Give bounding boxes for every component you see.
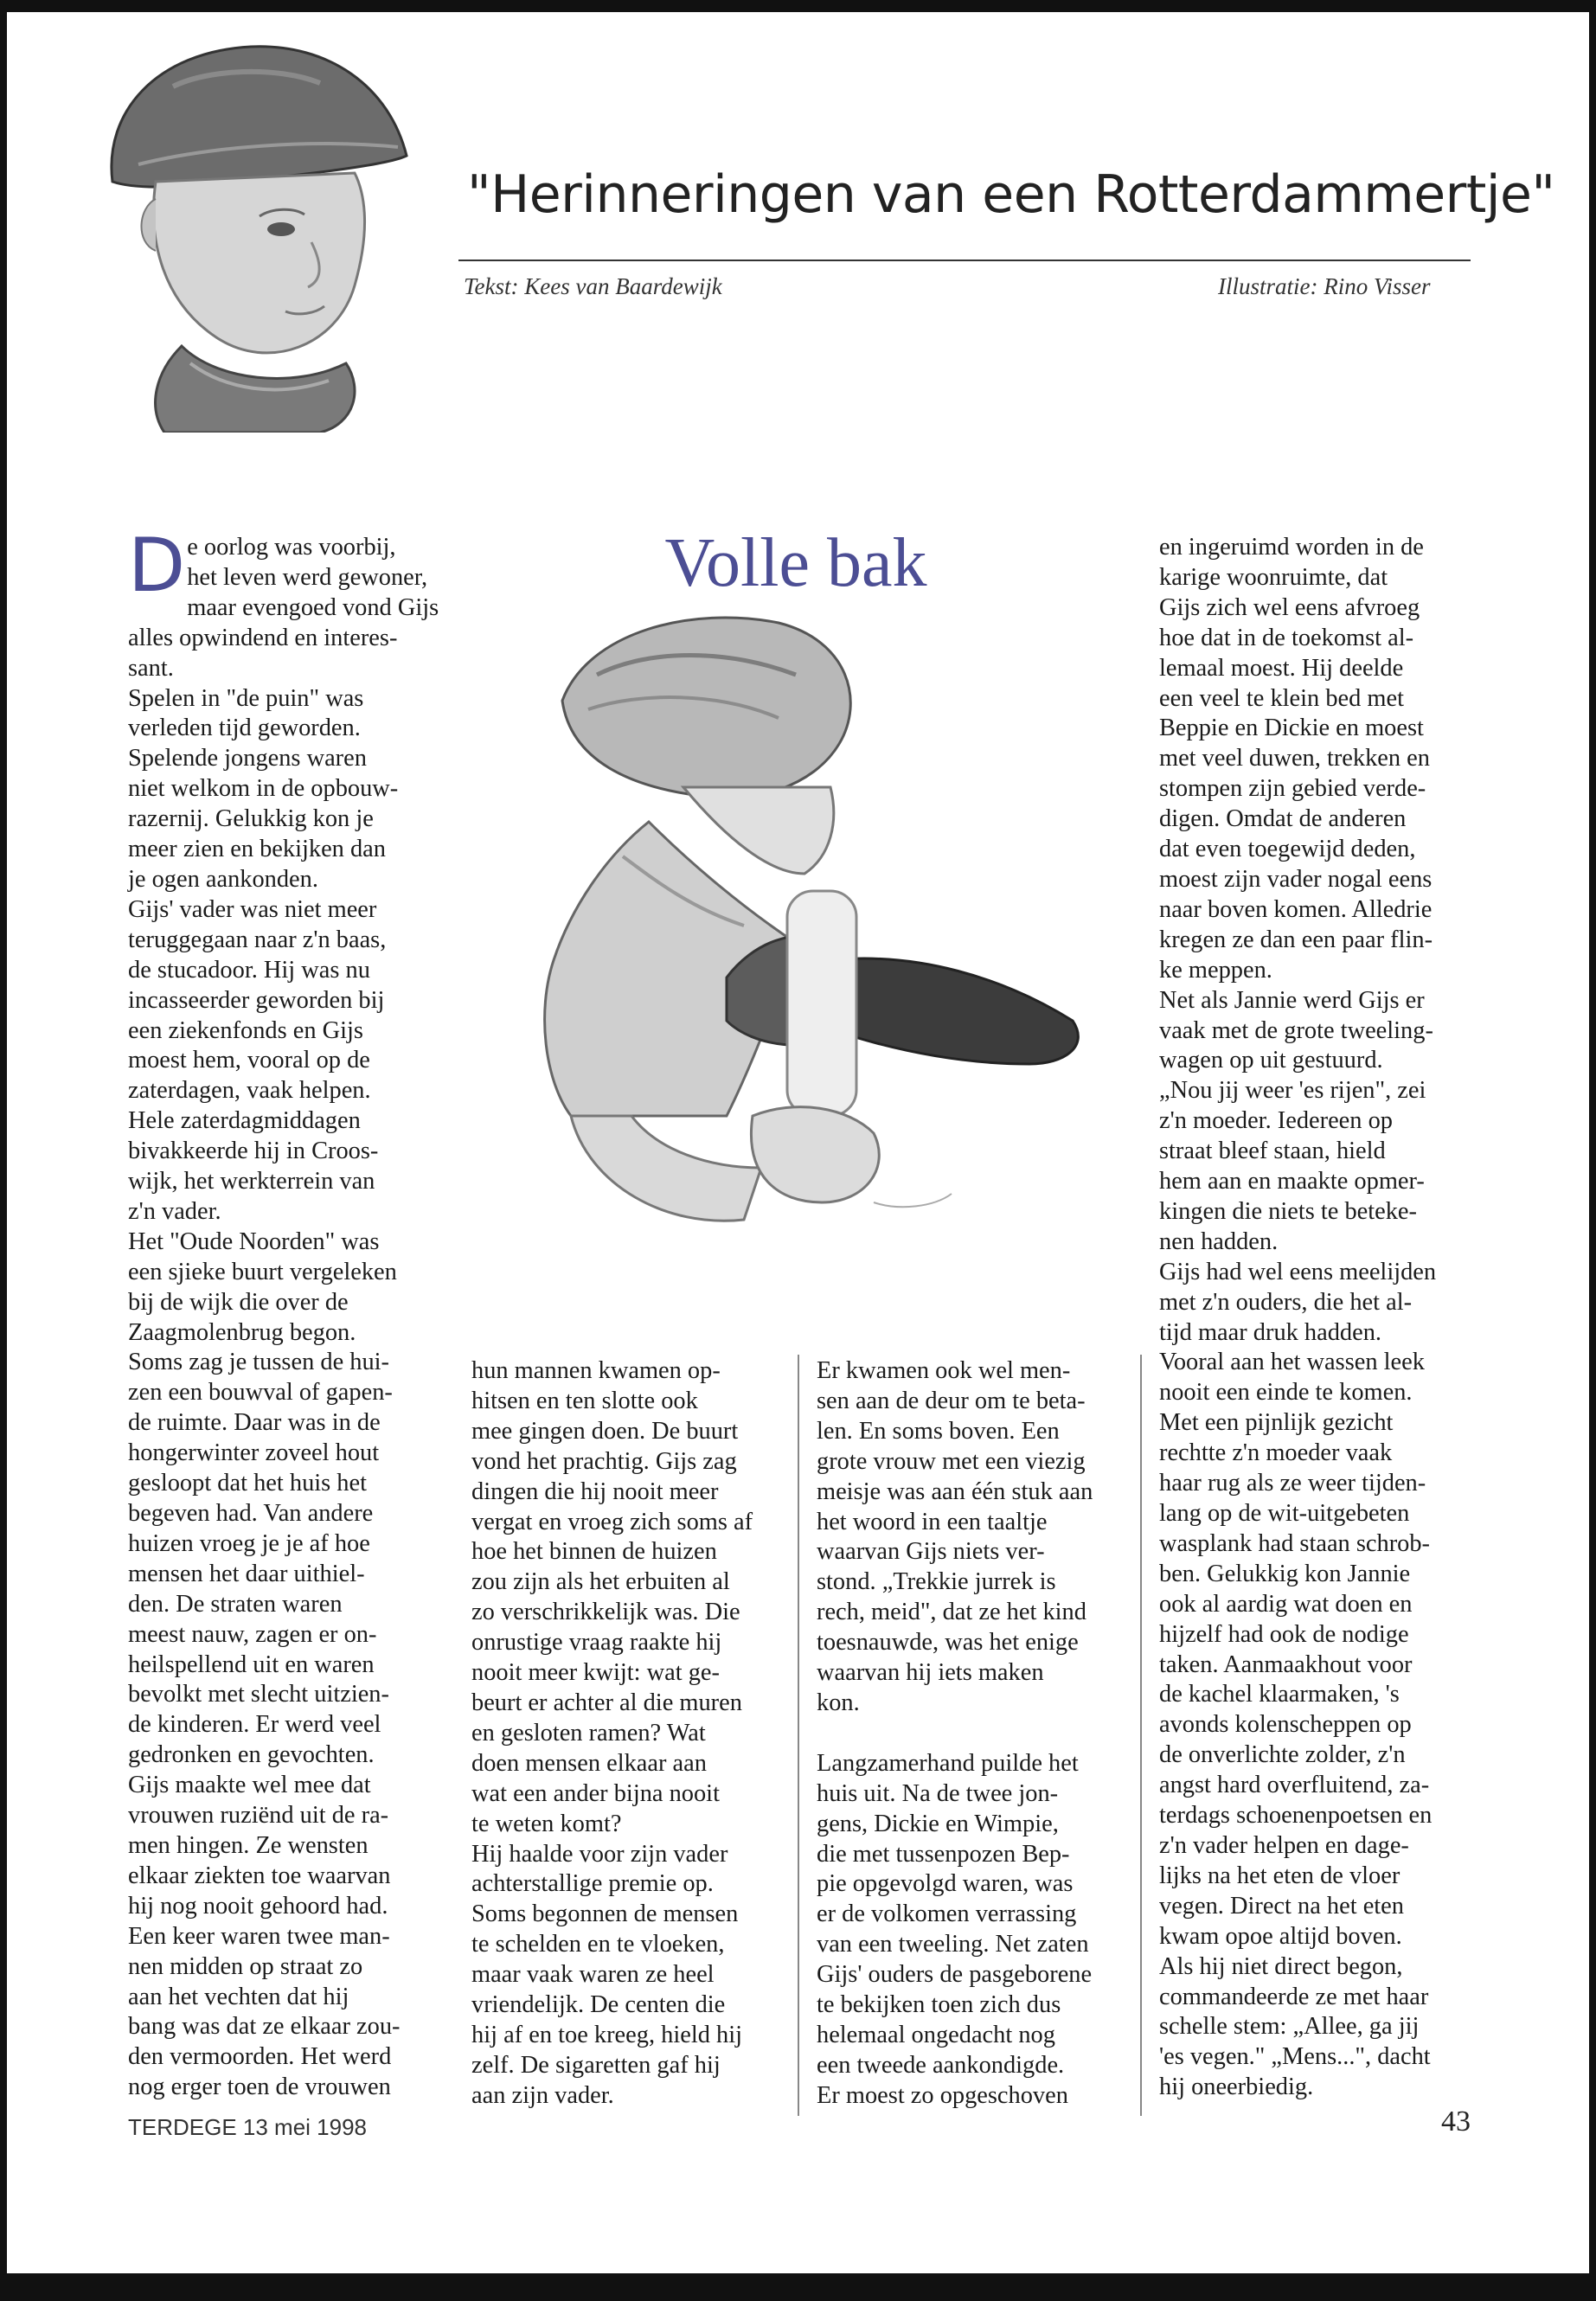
publication-footer: TERDEGE 13 mei 1998 [128, 2114, 368, 2140]
boy-portrait-illustration [104, 35, 433, 433]
title-rule [458, 260, 1471, 261]
column-divider [798, 1355, 799, 2116]
scan-border-right [1589, 0, 1596, 2301]
drop-cap: D [128, 522, 186, 609]
article-column-3: Er kwamen ook wel men- sen aan de deur om te beta- len. En soms boven. Een grote vrouw met een viezig meisje was aan één stuk aan het woord in een taaltje waarvan Gijs niets ver- stond. „Trekkie jurrek is rech, meid", dat ze het kind toesnauwde, was het enige waarvan hij iets maken kon. Langzamerhand puilde het huis uit. Na de twee jon- gens, Dickie en Wimpie, die met tussenpozen Bep- pie opgevolgd waren, was er de volkomen verrassing van een tweeling. Net zaten Gijs' ouders de pasgeborene te bekijken toen zich dus helemaal ongedacht nog een tweede aankondigde. Er moest zo opgeschoven [817, 1357, 1093, 2109]
column-1-text: e oorlog was voorbij, het leven werd gewoner, maar evengoed vond Gijs alles opwindend en interes- sant. Spelen in "de puin" was verleden tijd geworden. Spelende jongens waren niet welkom in de opbouw- razernij. Gelukkig kon je meer zien en bekijken dan je ogen aankonden. Gijs' vader was niet meer teruggegaan naar z'n baas, de stucadoor. Hij was nu incasseerder geworden bij een ziekenfonds en Gijs moest hem, vooral op de zaterdagen, vaak helpen. Hele zaterdagmiddagen bivakkeerde hij in Croos- wijk, het werkterrein van z'n vader. Het "Oude Noorden" was een sjieke buurt vergeleken bij de wijk die over de Zaagmolenbrug begon. Soms zag je tussen de hui- zen een bouwval of gapen- de ruimte. Daar was in de hongerwinter zoveel hout gesloopt dat het huis het begeven had. Van andere huizen vroeg je je af hoe mensen het daar uithiel- den. De straten waren meest nauw, zagen er on- heilspellend uit en waren bevolkt met slecht uitzien- de kinderen. Er werd veel gedronken en gevochten. Gijs maakte wel mee dat vrouwen ruziënd uit de ra- men hingen. Ze wensten elkaar ziekten toe waarvan hij nog nooit gehoord had. Een keer waren twee man- nen midden op straat zo aan het vechten dat hij bang was dat ze elkaar zou- den vermoorden. Het werd nog erger toen de vrouwen [128, 534, 439, 2101]
article-column-2: hun mannen kwamen op- hitsen en ten slotte ook mee gingen doen. De buurt vond het prachtig. Gijs zag dingen die hij nooit meer vergat en vroeg zich soms af hoe het binnen de huizen zou zijn als het erbuiten al zo verschrikkelijk was. Die onrustige vraag raakte hij nooit meer kwijt: wat ge- beurt er achter al die muren en gesloten ramen? Wat doen mensen elkaar aan wat een ander bijna nooit te weten komt? Hij haalde voor zijn vader achterstallige premie op. Soms begonnen de mensen te schelden en te vloeken, maar vaak waren ze heel vriendelijk. De centen die hij af en toe kreeg, hield hij zelf. De sigaretten gaf hij aan zijn vader. [471, 1357, 753, 2109]
illustrator-credit: Illustratie: Rino Visser [1218, 273, 1431, 299]
series-title: "Herinneringen van een Rotterdammertje" [467, 164, 1555, 225]
article-column-1 [128, 522, 474, 2103]
scan-border-top [0, 0, 1596, 12]
page-number: 43 [1441, 2106, 1471, 2138]
scan-border-left [0, 0, 7, 2301]
article-column-4: en ingeruimd worden in de karige woonruimte, dat Gijs zich wel eens afvroeg hoe dat in de toekomst al- lemaal moest. Hij deelde een veel te klein bed met Beppie en Dickie en moest met veel duwen, trekken en stompen zijn gebied verde- digen. Omdat de anderen dat even toegewijd deden, moest zijn vader nogal eens naar boven komen. Alledrie kregen ze dan een paar flin- ke meppen. Net als Jannie werd Gijs er vaak met de grote tweeling- wagen op uit gestuurd. „Nou jij weer 'es rijen", zei z'n moeder. Iedereen op straat bleef staan, hield hem aan en maakte opmer- kingen die niets te beteke- nen hadden. Gijs had wel eens meelijden met z'n ouders, die het al- tijd maar druk hadden. Vooral aan het wassen leek nooit een einde te komen. Met een pijnlijk gezicht rechtte z'n moeder vaak haar rug als ze weer tijden- lang op de wit-uitgebeten wasplank had staan schrob- ben. Gelukkig kon Jannie ook al aardig wat doen en hijzelf had ook de nodige taken. Aanmaakhout voor de kachel klaarmaken, 's avonds kolenscheppen op de onverlichte zolder, z'n angst hard overfluitend, za- terdags schoenenpoetsen en z'n vader helpen en dage- lijks na het eten de vloer vegen. Direct na het eten kwam opoe altijd boven. Als hij niet direct begon, commandeerde ze met haar schelle stem: „Allee, ga jij 'es vegen." „Mens...", dacht hij oneerbiedig. [1159, 534, 1437, 2101]
scan-border-bottom [0, 2273, 1596, 2301]
author-credit: Tekst: Kees van Baardewijk [464, 273, 722, 299]
boy-polishing-shoe-illustration [467, 597, 1142, 1349]
column-divider [1140, 1355, 1142, 2116]
article-headline: Volle bak [664, 525, 927, 601]
